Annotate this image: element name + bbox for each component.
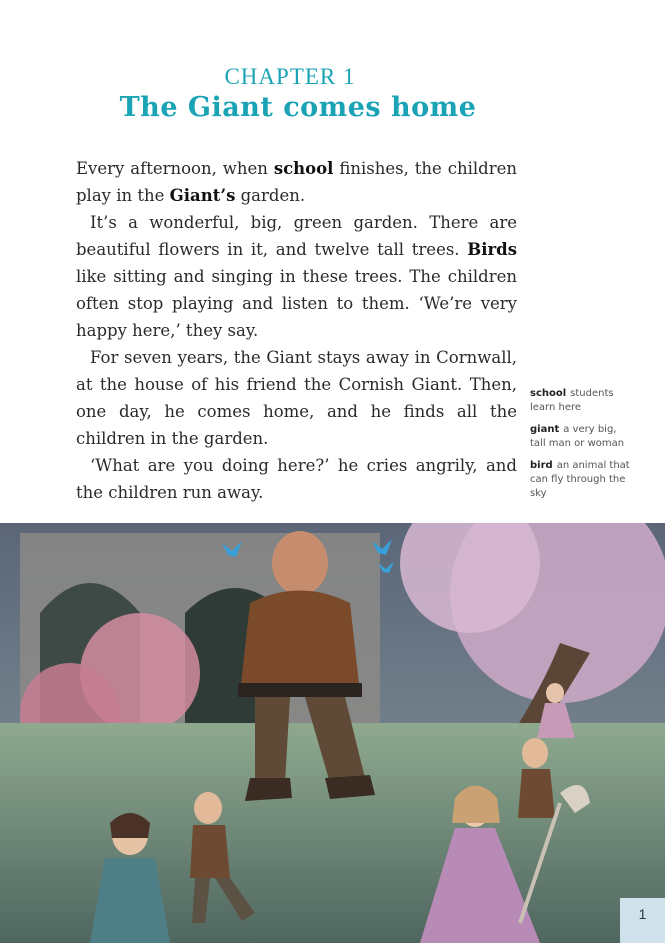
glossary-definition: an animal that can fly through the sky xyxy=(530,460,630,499)
story-text-run: ‘What are you doing here?’ he cries angrily, and the children run away. xyxy=(76,456,517,502)
glossary-keyword: Giant’s xyxy=(169,186,236,205)
glossary-keyword: Birds xyxy=(467,240,517,259)
story-paragraph xyxy=(76,452,517,506)
story-paragraph xyxy=(76,344,517,452)
glossary-term: giant xyxy=(530,424,560,435)
chapter-title: The Giant comes home xyxy=(119,92,477,123)
story-text-run: finishes, the children play in the xyxy=(76,159,518,205)
glossary-term: school xyxy=(530,388,567,399)
glossary-keyword: school xyxy=(273,159,334,178)
story-text-run: like sitting and singing in these trees. The children often stop playing and listen to them. ‘We’re very happy here,’ they say. xyxy=(76,267,517,340)
glossary xyxy=(530,387,630,509)
glossary-entry xyxy=(530,387,630,415)
story-text-run: Every afternoon, when xyxy=(76,159,274,178)
glossary-entry xyxy=(530,459,630,501)
story-text xyxy=(76,155,517,506)
story-paragraph xyxy=(76,209,517,344)
glossary-definition: a very big, tall man or woman xyxy=(530,424,625,449)
page-number: 1 xyxy=(620,898,665,943)
story-text-run: It’s a wonderful, big, green garden. There are beautiful flowers in it, and twelve tall trees. xyxy=(76,213,517,259)
glossary-entry xyxy=(530,423,630,451)
story-paragraph xyxy=(76,155,517,209)
glossary-term: bird xyxy=(530,460,553,471)
garden-illustration xyxy=(0,523,665,943)
glossary-definition: students learn here xyxy=(530,388,614,413)
chapter-label: CHAPTER 1 xyxy=(224,64,356,89)
story-text-run: For seven years, the Giant stays away in Cornwall, at the house of his friend the Cornish Giant. Then, one day, he comes home, and he finds all the children in the garden. xyxy=(76,348,517,448)
story-text-run: garden. xyxy=(235,186,306,205)
